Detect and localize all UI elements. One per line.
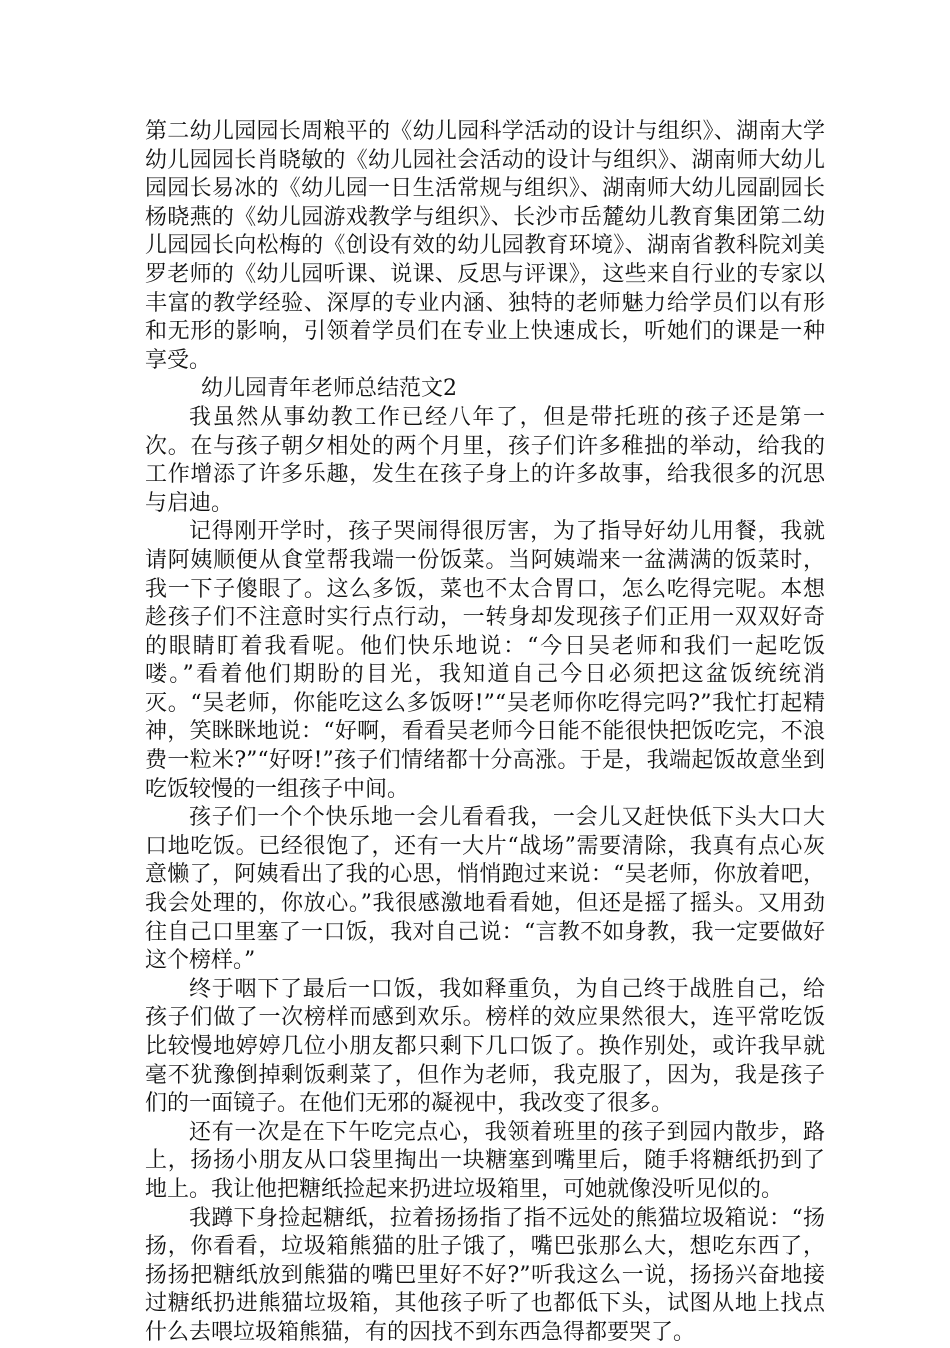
section-title: 幼儿园青年老师总结范文2: [201, 376, 457, 402]
body-paragraph-5: 还有一次是在下午吃完点心，我领着班里的孩子到园内散步，路上，扬扬小朋友从口袋里掏出一块糖塞到嘴里后，随手将糖纸扔到了地上。我让他把糖纸捡起来扔进垃圾箱里，可她就像没听见似的。: [145, 1119, 825, 1202]
body-paragraph-3: 孩子们一个个快乐地一会儿看看我，一会儿又赶快低下头大口大口地吃饭。已经很饱了，还有一大片“战场”需要清除，我真有点心灰意懒了，阿姨看出了我的心思，悄悄跑过来说：“吴老师，你放着吧，我会处理的，你放心。”我很感激地看看她，但还是摇了摇头。又用劲往自己口里塞了一口饭，我对自己说：“言教不如身教，我一定要做好这个榜样。”: [145, 805, 825, 974]
body-paragraph-6: 我蹲下身捡起糖纸，拉着扬扬指了指不远处的熊猫垃圾箱说：“扬扬，你看看，垃圾箱熊猫的肚子饿了，嘴巴张那么大，想吃东西了，扬扬把糖纸放到熊猫的嘴巴里好不好?”听我这么一说，扬扬兴奋地接过糖纸扔进熊猫垃圾箱，其他孩子听了也都低下头，试图从地上找点什么去喂垃圾箱熊猫，有的因找不到东西急得都要哭了。: [145, 1205, 825, 1345]
intro-paragraph: 第二幼儿园园长周粮平的《幼儿园科学活动的设计与组织》、湖南大学幼儿园园长肖晓敏的《幼儿园社会活动的设计与组织》、湖南师大幼儿园园长易冰的《幼儿园一日生活常规与组织》、湖南师大幼儿园副园长杨晓燕的《幼儿园游戏教学与组织》、长沙市岳麓幼儿教育集团第二幼儿园园长向松梅的《创设有效的幼儿园教育环境》、湖南省教科院刘美罗老师的《幼儿园听课、说课、反思与评课》，这些来自行业的专家以丰富的教学经验、深厚的专业内涵、独特的老师魅力给学员们以有形和无形的影响，引领着学员们在专业上快速成长，听她们的课是一种享受。: [145, 119, 825, 373]
document-body: [145, 118, 825, 1348]
body-paragraph-1: 我虽然从事幼教工作已经八年了，但是带托班的孩子还是第一次。在与孩子朝夕相处的两个月里，孩子们许多稚拙的举动，给我的工作增添了许多乐趣，发生在孩子身上的许多故事，给我很多的沉思与启迪。: [145, 404, 825, 516]
body-paragraph-4: 终于咽下了最后一口饭，我如释重负，为自己终于战胜自己，给孩子们做了一次榜样而感到欢乐。榜样的效应果然很大，连平常吃饭比较慢地婷婷几位小朋友都只剩下几口饭了。换作别处，或许我早就毫不犹豫倒掉剩饭剩菜了，但作为老师，我克服了，因为，我是孩子们的一面镜子。在他们无邪的凝视中，我改变了很多。: [145, 976, 825, 1117]
body-paragraph-2: 记得刚开学时，孩子哭闹得很厉害，为了指导好幼儿用餐，我就请阿姨顺便从食堂帮我端一份饭菜。当阿姨端来一盆满满的饭菜时，我一下子傻眼了。这么多饭，菜也不太合胃口，怎么吃得完呢。本想趁孩子们不注意时实行点行动，一转身却发现孩子们正用一双双好奇的眼睛盯着我看呢。他们快乐地说：“今日吴老师和我们一起吃饭喽。”看着他们期盼的目光，我知道自己今日必须把这盆饭统统消灭。“吴老师，你能吃这么多饭呀!”“吴老师你吃得完吗?”我忙打起精神，笑眯眯地说：“好啊，看看吴老师今日能不能很快把饭吃完，不浪费一粒米?”“好呀!”孩子们情绪都十分高涨。于是，我端起饭故意坐到吃饭较慢的一组孩子中间。: [145, 519, 825, 802]
